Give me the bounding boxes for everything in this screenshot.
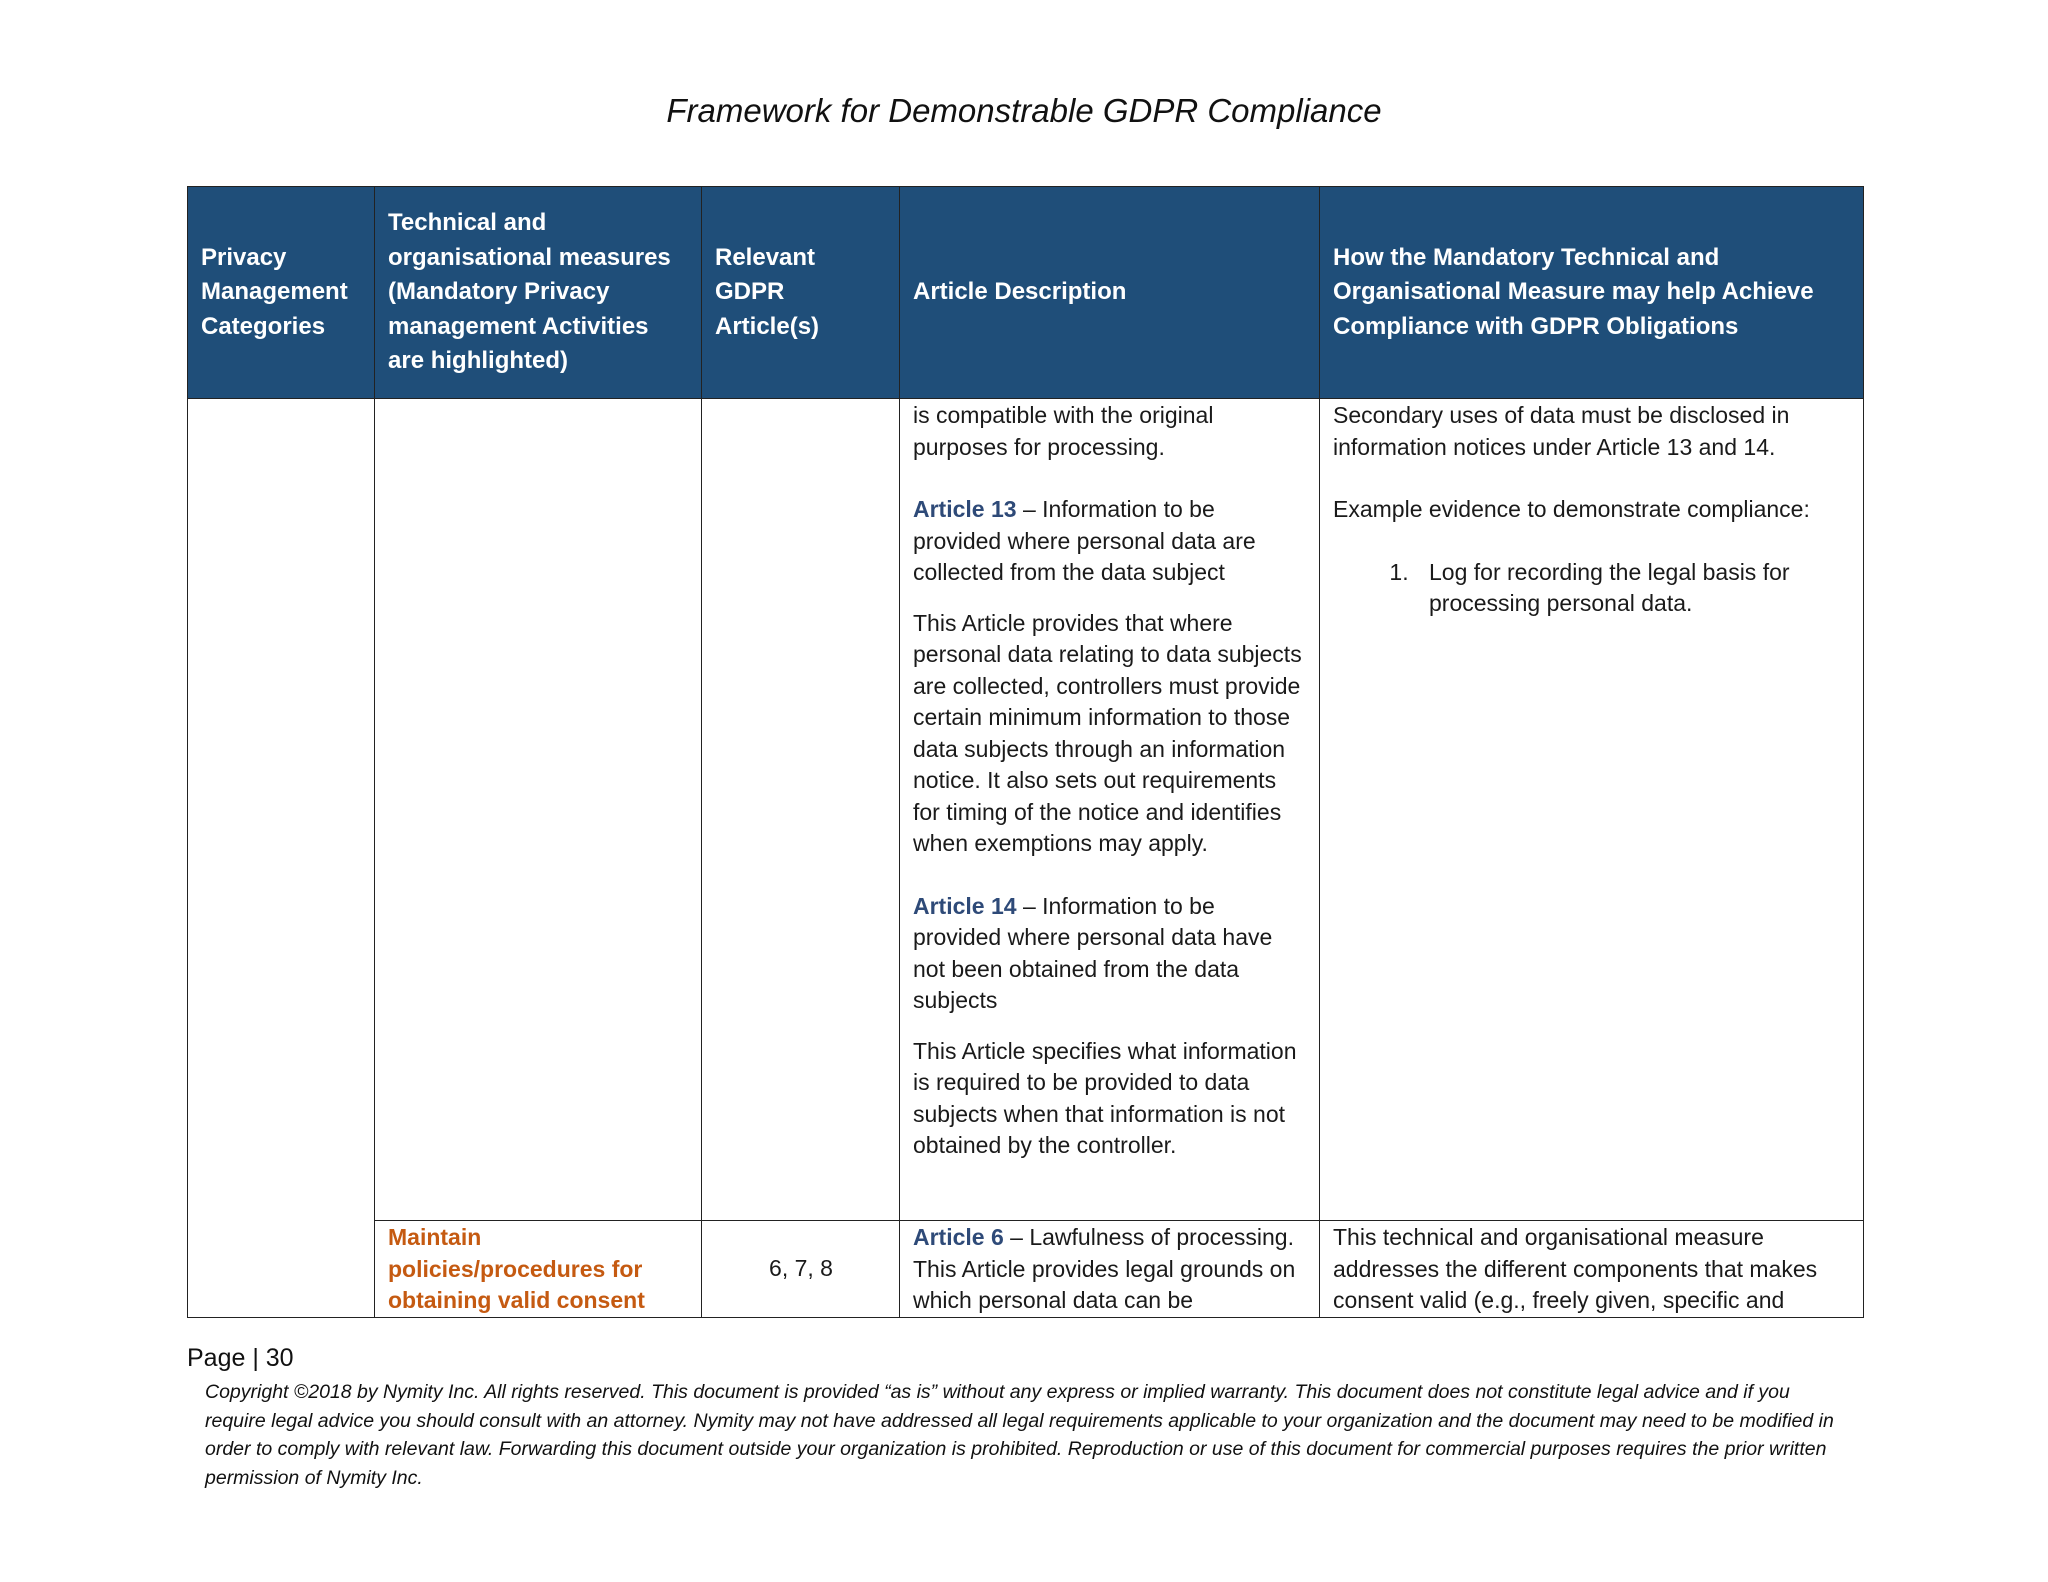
header-compliance-help: How the Mandatory Technical and Organisational Measure may help Achieve Compliance with GDPR Obligations: [1320, 187, 1864, 399]
gdpr-compliance-table: [187, 186, 1864, 1318]
table-header-row: [188, 187, 1864, 399]
article-13-text: This Article provides that where personal data relating to data subjects are collected, controllers must provide certain minimum information to those data subjects through an information notice. It also sets out requirements for timing of the notice and identifies when exemptions may apply.: [913, 609, 1302, 856]
articles-value: 6, 7, 8: [769, 1255, 833, 1281]
header-privacy-categories: Privacy Management Categories: [188, 187, 375, 399]
article-14-heading: [913, 891, 1307, 1017]
header-technical-measures: Technical and organisational measures (Mandatory Privacy management Activities are highlighted): [375, 187, 702, 399]
article-14-title: – Information to be provided where personal data have not been obtained from the data subjects: [913, 892, 1273, 1013]
measure-consent: Maintain policies/procedures for obtaining valid consent: [388, 1224, 645, 1313]
page-number: Page | 30: [187, 1344, 294, 1372]
header-article-description: Article Description: [900, 187, 1320, 399]
compliance-cell: [1320, 399, 1864, 1221]
article-6-text: This Article provides legal grounds on which personal data can be: [913, 1255, 1296, 1313]
category-cell: [188, 399, 375, 1318]
document-title: Framework for Demonstrable GDPR Compliance: [666, 92, 1382, 129]
copyright-notice: Copyright ©2018 by Nymity Inc. All rights reserved. This document is provided “as is” without any express or implied warranty. This document does not constitute legal advice and if you require legal advice you should consult with an attorney. Nymity may not have addressed all legal requirements applicable to your organization and the document may need to be modified in order to comply with relevant law. Forwarding this document outside your organization is prohibited. Reproduction or use of this document for commercial purposes requires the prior written permission of Nymity Inc.: [205, 1381, 1834, 1489]
description-continuation: is compatible with the original purposes for processing.: [913, 402, 1214, 460]
article-6-title: – Lawfulness of processing.: [1003, 1224, 1294, 1250]
articles-cell: [702, 399, 900, 1221]
article-13-label: Article 13: [913, 496, 1017, 522]
article-13-heading: [913, 494, 1307, 589]
table-row: [188, 1221, 1864, 1318]
header-relevant-articles: Relevant GDPR Article(s): [702, 187, 900, 399]
evidence-item: 1. Log for recording the legal basis for processing personal data.: [1415, 557, 1851, 620]
articles-cell: [702, 1221, 900, 1318]
article-14-label: Article 14: [913, 892, 1017, 919]
evidence-intro: Example evidence to demonstrate compliance:: [1333, 496, 1810, 522]
compliance-text: Secondary uses of data must be disclosed in information notices under Article 13 and 14.: [1333, 402, 1790, 460]
measure-cell: [375, 399, 702, 1221]
article-6-heading: [913, 1222, 1307, 1254]
compliance-text: This technical and organisational measure addresses the different components that makes consent valid (e.g., freely given, specific and: [1333, 1224, 1818, 1313]
compliance-cell: [1320, 1221, 1864, 1318]
measure-cell: [375, 1221, 702, 1318]
description-cell: [900, 399, 1320, 1221]
table-row: [188, 399, 1864, 1221]
description-cell: [900, 1221, 1320, 1318]
article-13-title: – Information to be provided where personal data are collected from the data subject: [913, 496, 1256, 585]
article-6-label: Article 6: [913, 1224, 1004, 1250]
evidence-list: [1333, 557, 1851, 620]
article-14-text: This Article specifies what information is required to be provided to data subjects when that information is not obtained by the controller.: [913, 1037, 1297, 1158]
